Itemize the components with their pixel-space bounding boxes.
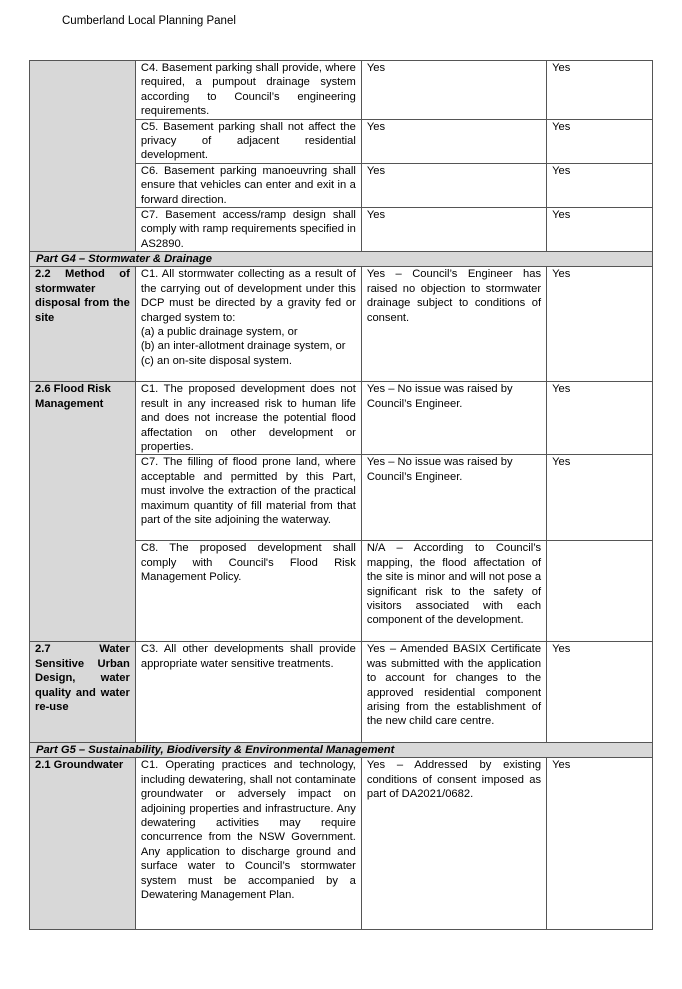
table-cell-requirement: C7. Basement access/ramp design shall comply with ramp requirements specified in AS2890. — [135, 208, 361, 252]
table-row — [30, 642, 653, 743]
table-cell-proposal: Yes – Amended BASIX Certificate was submitted with the application to account for changes to the approved residential component arising from the establishment of the new child care centre. — [361, 642, 546, 743]
table-cell-proposal: Yes – No issue was raised by Council’s Engineer. — [361, 382, 546, 455]
table-cell-proposal: Yes — [361, 208, 546, 252]
table-cell-complies: Yes — [547, 455, 653, 541]
table-cell-complies: Yes — [547, 382, 653, 455]
section-header-row — [30, 252, 653, 267]
table-cell-requirement: C8. The proposed development shall comply with Council's Flood Risk Management Policy. — [135, 541, 361, 642]
table-cell-requirement: C3. All other developments shall provide appropriate water sensitive treatments. — [135, 642, 361, 743]
table-cell-complies: Yes — [547, 758, 653, 930]
table-cell-proposal: Yes — [361, 61, 546, 120]
section-title-g4: Part G4 – Stormwater & Drainage — [30, 252, 653, 267]
table-cell-complies: Yes — [547, 642, 653, 743]
page-header: Cumberland Local Planning Panel — [62, 15, 236, 27]
table-cell-control: 2.1 Groundwater — [30, 758, 136, 930]
table-cell-complies: Yes — [547, 119, 653, 163]
table-cell-proposal: Yes — [361, 163, 546, 207]
table-cell-requirement: C6. Basement parking manoeuvring shall ensure that vehicles can enter and exit in a forward direction. — [135, 163, 361, 207]
section-title-g5: Part G5 – Sustainability, Biodiversity & Environmental Management — [30, 743, 653, 758]
table-cell-control: 2.6 Flood Risk Management — [30, 382, 136, 642]
requirement-text: C1. All stormwater collecting as a result of the carrying out of development under this DCP must be directed by a gravity fed or charged system to: — [140, 268, 356, 324]
table-cell-complies: Yes — [547, 61, 653, 120]
table-cell-proposal: Yes – No issue was raised by Council’s Engineer. — [361, 455, 546, 541]
table-cell-proposal: Yes – Council’s Engineer has raised no objection to stormwater drainage subject to conditions of consent. — [361, 267, 546, 382]
table-cell-requirement — [135, 267, 361, 382]
table-cell-requirement: C1. The proposed development does not result in any increased risk to human life and does not increase the potential flood affectation on other development or properties. — [135, 382, 361, 455]
table-cell-complies: Yes — [547, 267, 653, 382]
table-cell-requirement: C5. Basement parking shall not affect the privacy of adjacent residential development. — [135, 119, 361, 163]
requirement-item: (b) an inter-allotment drainage system, or — [140, 340, 346, 353]
requirement-item: (a) a public drainage system, or — [140, 325, 298, 338]
table-cell-control-empty — [30, 61, 136, 252]
table-cell-complies: Yes — [547, 163, 653, 207]
table-cell-complies: Yes — [547, 208, 653, 252]
table-cell-proposal: N/A – According to Council’s mapping, the flood affectation of the site is minor and will not pose a significant risk to the safety of visitors associated with each component of the development. — [361, 541, 546, 642]
table-cell-requirement: C1. Operating practices and technology, including dewatering, shall not contaminate groundwater or adversely impact on adjoining properties and infrastructure. Any dewatering activities may require concurrence from the NSW Government. Any application to discharge ground and surface water to Council’s stormwater system must be accompanied by a Dewatering Management Plan. — [135, 758, 361, 930]
table-row — [30, 61, 653, 120]
table-cell-control: 2.7 Water Sensitive Urban Design, water quality and water re-use — [30, 642, 136, 743]
compliance-table — [29, 60, 653, 930]
table-cell-proposal: Yes – Addressed by existing conditions of consent imposed as part of DA2021/0682. — [361, 758, 546, 930]
table-cell-requirement: C7. The filling of flood prone land, where acceptable and permitted by this Part, must involve the extraction of the practical maximum quantity of fill material from that part of the site adjoining the waterway. — [135, 455, 361, 541]
table-cell-control: 2.2 Method of stormwater disposal from the site — [30, 267, 136, 382]
table-row — [30, 267, 653, 382]
table-row — [30, 382, 653, 455]
table-cell-complies — [547, 541, 653, 642]
table-cell-proposal: Yes — [361, 119, 546, 163]
table-cell-requirement: C4. Basement parking shall provide, where required, a pumpout drainage system according to Council’s engineering requirements. — [135, 61, 361, 120]
requirement-item: (c) an on-site disposal system. — [140, 354, 292, 367]
section-header-row — [30, 743, 653, 758]
table-row — [30, 758, 653, 930]
